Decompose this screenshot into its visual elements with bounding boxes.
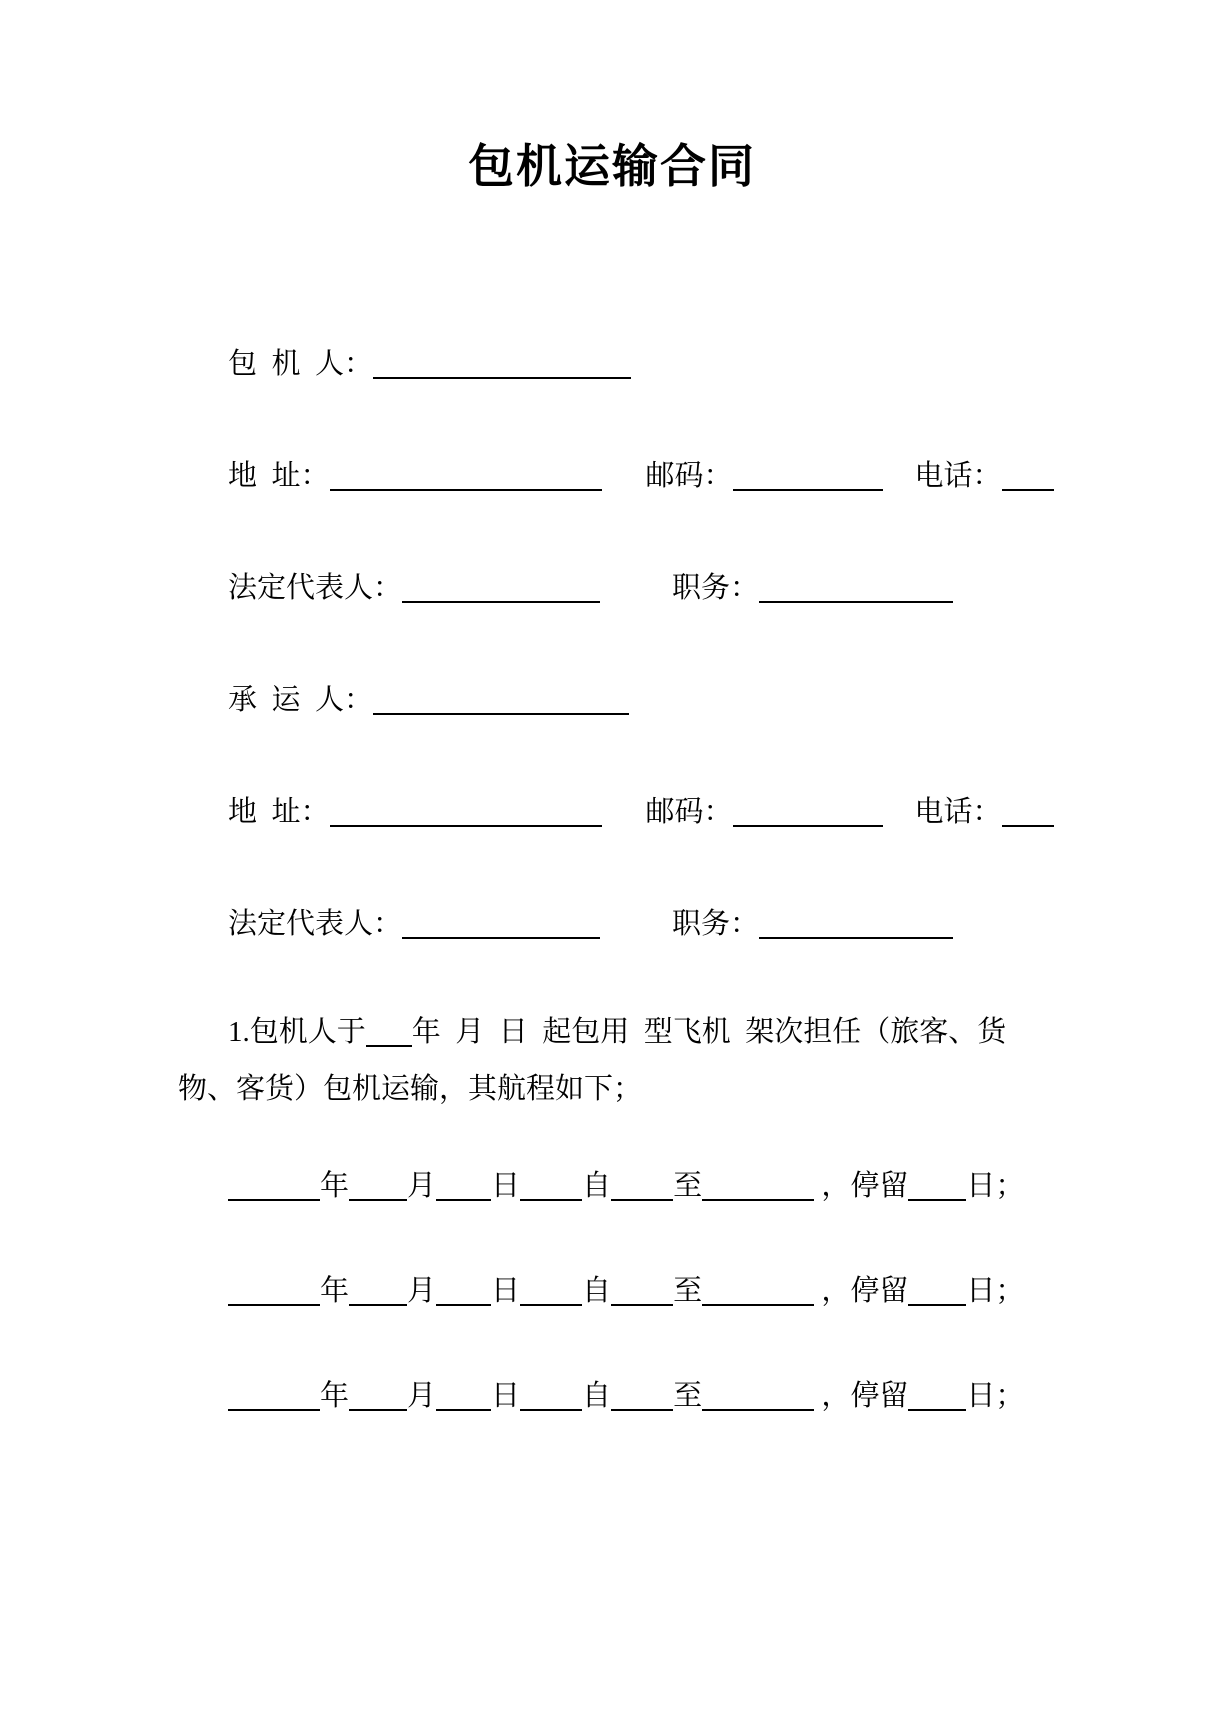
label-text: 电话： — [914, 796, 1002, 828]
blank-underline-field — [908, 1391, 966, 1411]
label-text: 月 — [407, 1275, 437, 1307]
label-text: 至 — [673, 1380, 703, 1412]
label-text: 地 址： — [228, 796, 330, 828]
label-text: 自 — [582, 1275, 612, 1307]
blank-underline-field — [702, 1286, 814, 1306]
blank-underline-field — [611, 1391, 673, 1411]
label-text: 日； — [966, 1170, 1025, 1202]
blank-underline-field — [373, 359, 631, 379]
blank-underline-field — [436, 1286, 491, 1306]
blank-underline-field — [520, 1286, 582, 1306]
spacer — [602, 484, 646, 485]
label-text: 电话： — [914, 460, 1002, 492]
blank-underline-field — [349, 1391, 407, 1411]
label-text: 邮码： — [645, 460, 733, 492]
blank-underline-field — [228, 1391, 320, 1411]
clause-1-paragraph — [178, 1004, 1054, 1118]
spacer — [883, 820, 915, 821]
route-schedule-section — [228, 1170, 1224, 1412]
label-text: 法定代表人： — [228, 908, 403, 940]
label-text: 自 — [582, 1380, 612, 1412]
blank-underline-field — [228, 1181, 320, 1201]
route-line-1 — [228, 1170, 1224, 1202]
label-text: 邮码： — [645, 796, 733, 828]
label-text: 日 — [491, 1170, 521, 1202]
blank-underline-field — [366, 1027, 412, 1047]
label-text: 职务： — [672, 908, 760, 940]
label-text: 月 — [407, 1380, 437, 1412]
blank-underline-field — [402, 583, 600, 603]
blank-underline-field — [733, 471, 883, 491]
label-text: 月 — [407, 1170, 437, 1202]
charterer-address-line — [228, 460, 1224, 492]
document-page — [0, 138, 1224, 1722]
blank-underline-field — [402, 919, 600, 939]
blank-underline-field — [228, 1286, 320, 1306]
label-text: 日； — [966, 1275, 1025, 1307]
blank-underline-field — [330, 471, 602, 491]
blank-underline-field — [908, 1286, 966, 1306]
label-text: 日； — [966, 1380, 1025, 1412]
spacer — [602, 820, 646, 821]
blank-underline-field — [373, 695, 629, 715]
label-text: 至 — [673, 1275, 703, 1307]
label-text: 至 — [673, 1170, 703, 1202]
label-text: 包 机 人： — [228, 348, 374, 380]
label-text: 法定代表人： — [228, 572, 403, 604]
blank-underline-field — [611, 1286, 673, 1306]
label-text: 日 — [491, 1275, 521, 1307]
carrier-representative-line — [228, 908, 1224, 940]
blank-underline-field — [1002, 807, 1054, 827]
label-text: 日 — [491, 1380, 521, 1412]
blank-underline-field — [611, 1181, 673, 1201]
spacer — [600, 596, 672, 597]
document-title: 包机运输合同 — [468, 140, 756, 192]
label-text: 年 月 日 起包用 型飞机 架次担任（旅客、货物、客货）包机运输，其航程如下； — [178, 1016, 1007, 1105]
label-text: 自 — [582, 1170, 612, 1202]
spacer — [600, 932, 672, 933]
blank-underline-field — [436, 1181, 491, 1201]
label-text: ，停留 — [814, 1275, 909, 1307]
route-line-2 — [228, 1275, 1224, 1307]
label-text: 承 运 人： — [228, 684, 374, 716]
spacer — [883, 484, 915, 485]
blank-underline-field — [759, 919, 953, 939]
label-text: ，停留 — [814, 1170, 909, 1202]
charterer-representative-line — [228, 572, 1224, 604]
label-text: 年 — [320, 1380, 350, 1412]
blank-underline-field — [759, 583, 953, 603]
route-line-3 — [228, 1380, 1224, 1412]
blank-underline-field — [349, 1286, 407, 1306]
carrier-address-line — [228, 796, 1224, 828]
label-text: 年 — [320, 1170, 350, 1202]
party-fields-section — [228, 348, 1224, 940]
charterer-name-line — [228, 348, 1224, 380]
label-text: ，停留 — [814, 1380, 909, 1412]
label-text: 职务： — [672, 572, 760, 604]
carrier-name-line — [228, 684, 1224, 716]
blank-underline-field — [520, 1181, 582, 1201]
blank-underline-field — [436, 1391, 491, 1411]
label-text: 地 址： — [228, 460, 330, 492]
blank-underline-field — [349, 1181, 407, 1201]
blank-underline-field — [520, 1391, 582, 1411]
label-text: 年 — [320, 1275, 350, 1307]
blank-underline-field — [1002, 471, 1054, 491]
blank-underline-field — [908, 1181, 966, 1201]
label-text: 1.包机人于 — [228, 1016, 366, 1048]
blank-underline-field — [330, 807, 602, 827]
blank-underline-field — [702, 1181, 814, 1201]
blank-underline-field — [733, 807, 883, 827]
blank-underline-field — [702, 1391, 814, 1411]
